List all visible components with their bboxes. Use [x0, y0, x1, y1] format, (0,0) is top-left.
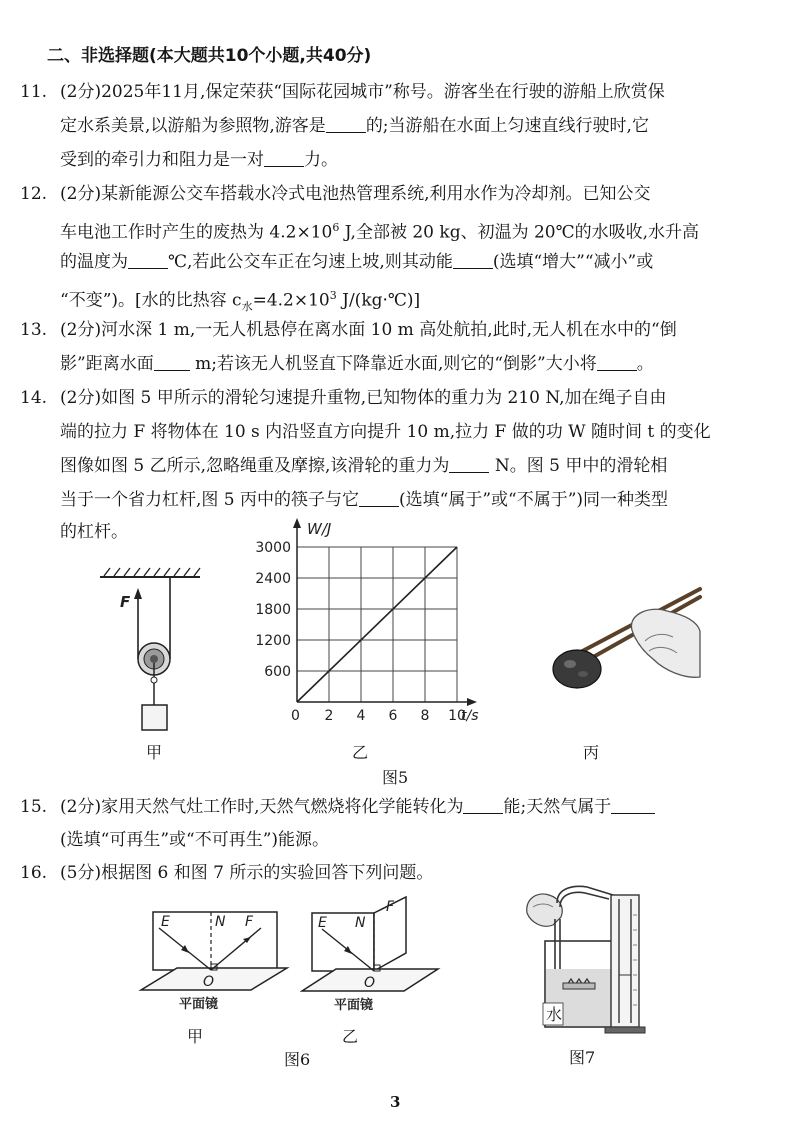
page-number: 3 — [390, 1093, 401, 1111]
figure-5-caption: 图5 — [382, 768, 409, 787]
x-tick-label: 10 — [448, 708, 466, 724]
svg-text:E: E — [318, 915, 327, 931]
svg-text:O: O — [203, 974, 215, 990]
answer-blank[interactable] — [449, 456, 489, 473]
question-text: 的温度为 ℃,若此公交车正在匀速上坡,则其动能 (选填“增大”“减小”或 — [60, 252, 654, 272]
x-tick-label: 2 — [324, 708, 334, 724]
question-text: 受到的牵引力和阻力是一对 力。 — [60, 150, 338, 170]
question-text: 影”距离水面 m;若该无人机竖直下降靠近水面,则它的“倒影”大小将 。 — [60, 354, 654, 374]
answer-blank[interactable] — [128, 252, 168, 269]
question-text: (5分)根据图 6 和图 7 所示的实验回答下列问题。 — [60, 863, 434, 883]
figure-6-label-b: 乙 — [342, 1027, 359, 1046]
force-label: F — [120, 593, 131, 611]
reflection-setup-a — [135, 898, 295, 1028]
question-number: 11. — [20, 82, 48, 102]
question-number: 14. — [20, 388, 48, 408]
mirror-label: 平面镜 — [334, 998, 374, 1013]
figure-6-label-a: 甲 — [187, 1027, 204, 1046]
answer-blank[interactable] — [611, 797, 655, 814]
x-tick-label: 8 — [420, 708, 430, 724]
question-number: 13. — [20, 320, 48, 340]
y-tick-label: 2400 — [255, 571, 291, 587]
question-text: (选填“可再生”或“不可再生”)能源。 — [60, 830, 330, 850]
answer-blank[interactable] — [154, 354, 190, 371]
question-text: (2分)如图 5 甲所示的滑轮匀速提升重物,已知物体的重力为 210 N,加在绳子自由 — [60, 388, 667, 408]
x-tick-label: 4 — [356, 708, 366, 724]
svg-text:N: N — [355, 915, 366, 931]
svg-text:E: E — [161, 914, 170, 930]
origin-label: 0 — [291, 708, 300, 724]
work-time-chart — [255, 515, 500, 730]
weight-block — [142, 705, 167, 730]
answer-blank[interactable] — [453, 252, 493, 269]
question-text: 的杠杆。 — [60, 522, 128, 542]
figure-5-label-c: 丙 — [583, 743, 600, 762]
svg-text:F: F — [245, 914, 254, 930]
figure-6-caption: 图6 — [284, 1050, 311, 1069]
work-line — [297, 547, 457, 702]
question-text: “不变”)。[水的比热容 $c_水=4.2\times 10^3$ J/(kg·℃)] — [60, 289, 421, 314]
y-tick-label: 1800 — [255, 602, 291, 618]
answer-blank[interactable] — [463, 797, 503, 814]
question-number: 15. — [20, 797, 48, 817]
y-tick-label: 3000 — [255, 540, 291, 556]
question-text: (2分)某新能源公交车搭载水冷式电池热管理系统,利用水作为冷却剂。已知公交 — [60, 184, 651, 204]
pulley-diagram — [90, 555, 210, 740]
water-label: 水 — [546, 1005, 563, 1024]
x-axis-label: t/s — [461, 708, 479, 724]
pressure-experiment — [515, 885, 675, 1040]
figure-5-label-b: 乙 — [352, 743, 369, 762]
question-text: (2分)河水深 1 m,一无人机悬停在离水面 10 m 高处航拍,此时,无人机在水中的“倒 — [60, 320, 677, 340]
svg-text:N: N — [215, 914, 226, 930]
x-tick-label: 6 — [388, 708, 398, 724]
question-number: 12. — [20, 184, 48, 204]
question-text: 图像如图 5 乙所示,忽略绳重及摩擦,该滑轮的重力为 N。图 5 甲中的滑轮相 — [60, 456, 668, 476]
answer-blank[interactable] — [326, 116, 366, 133]
figure-5-label-a: 甲 — [146, 743, 163, 762]
y-tick-label: 1200 — [255, 633, 291, 649]
question-text: 车电池工作时产生的废热为 $4.2\times 10^6$ J,全部被 20 kg、初温为 20℃的水吸收,水升高 — [60, 221, 700, 243]
mirror-label: 平面镜 — [179, 997, 219, 1012]
reflection-setup-b — [300, 895, 450, 1025]
figure-7-caption: 图7 — [569, 1048, 596, 1067]
y-axis-label: W/J — [307, 520, 332, 538]
answer-blank[interactable] — [597, 354, 637, 371]
y-tick-label: 600 — [264, 664, 291, 680]
question-text: (2分)家用天然气灶工作时,天然气燃烧将化学能转化为 能;天然气属于 — [60, 795, 655, 819]
question-text: 端的拉力 F 将物体在 10 s 内沿竖直方向提升 10 m,拉力 F 做的功 W 随时间 t 的变化 — [60, 422, 711, 442]
question-text: 当于一个省力杠杆,图 5 丙中的筷子与它 (选填“属于”或“不属于”)同一种类型 — [60, 490, 669, 510]
question-text: (2分)2025年11月,保定荣获“国际花园城市”称号。游客坐在行驶的游船上欣赏保 — [60, 82, 665, 102]
svg-text:O: O — [364, 975, 376, 991]
section-title: 二、非选择题(本大题共10个小题,共40分) — [47, 46, 372, 66]
chopsticks-image — [545, 575, 705, 705]
question-number: 16. — [20, 863, 48, 883]
question-text: 定水系美景,以游船为参照物,游客是 的;当游船在水面上匀速直线行驶时,它 — [60, 116, 649, 136]
svg-text:F: F — [386, 899, 395, 915]
answer-blank[interactable] — [264, 150, 304, 167]
answer-blank[interactable] — [359, 490, 399, 507]
